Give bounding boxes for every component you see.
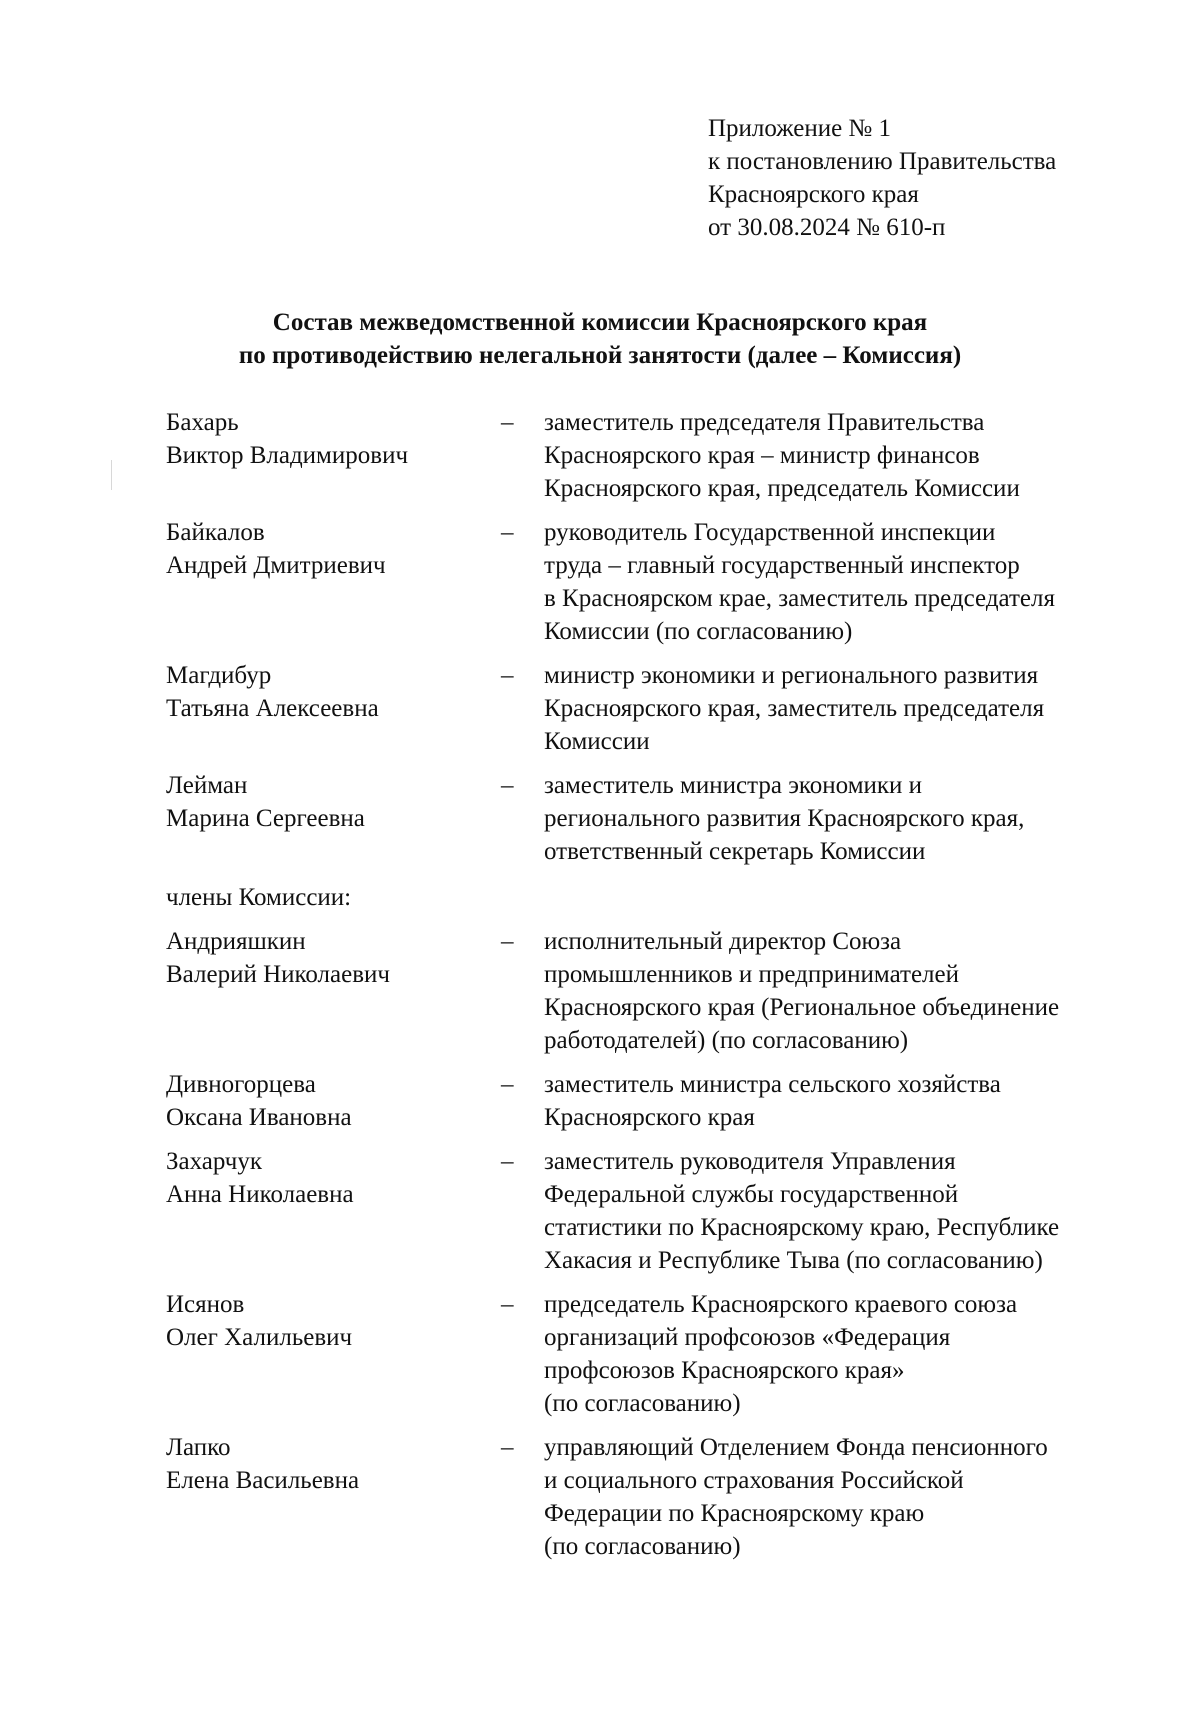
member-position	[544, 1145, 1146, 1277]
member-given-name: Андрей Дмитриевич	[166, 552, 386, 579]
member-position	[544, 516, 1146, 648]
member-entry	[166, 1431, 1146, 1563]
member-surname: Байкалов	[166, 519, 265, 546]
member-given-name: Елена Васильевна	[166, 1467, 360, 1494]
position-line: руководитель Государственной инспекции	[544, 519, 996, 546]
member-entry	[166, 516, 1146, 648]
scan-margin-mark	[111, 460, 112, 490]
position-line: Красноярского края – министр финансов	[544, 442, 980, 469]
position-line: в Красноярском крае, заместитель председателя	[544, 585, 1055, 612]
position-line: Красноярского края, председатель Комиссии	[544, 475, 1020, 502]
position-line: Красноярского края (Региональное объединение	[544, 994, 1060, 1021]
member-name	[166, 925, 501, 1057]
member-surname: Магдибур	[166, 662, 272, 689]
member-entry	[166, 1068, 1146, 1134]
member-name	[166, 769, 501, 868]
member-surname: Бахарь	[166, 409, 239, 436]
member-position	[544, 406, 1146, 505]
member-given-name: Виктор Владимирович	[166, 442, 409, 469]
member-position	[544, 769, 1146, 868]
member-position	[544, 659, 1146, 758]
member-given-name: Татьяна Алексеевна	[166, 695, 379, 722]
position-line: промышленников и предпринимателей	[544, 961, 959, 988]
member-entry	[166, 1145, 1146, 1277]
annex-line: к постановлению Правительства	[708, 148, 1057, 175]
member-position	[544, 925, 1146, 1057]
member-entry	[166, 659, 1146, 758]
member-name	[166, 1145, 501, 1277]
position-line: заместитель министра сельского хозяйства	[544, 1071, 1001, 1098]
position-line: заместитель министра экономики и	[544, 772, 923, 799]
member-surname: Дивногорцева	[166, 1071, 316, 1098]
member-position	[544, 1288, 1146, 1420]
position-line: председатель Красноярского краевого союза	[544, 1291, 1018, 1318]
position-line: Красноярского края, заместитель председателя	[544, 695, 1045, 722]
position-line: работодателей) (по согласованию)	[544, 1027, 909, 1054]
document-title	[0, 306, 1200, 372]
member-surname: Лапко	[166, 1434, 231, 1461]
member-given-name: Валерий Николаевич	[166, 961, 390, 988]
member-given-name: Оксана Ивановна	[166, 1104, 352, 1131]
members-list	[166, 406, 1146, 1563]
member-surname: Исянов	[166, 1291, 245, 1318]
position-line: организаций профсоюзов «Федерация	[544, 1324, 951, 1351]
annex-line: Красноярского края	[708, 181, 919, 208]
position-line: и социального страхования Российской	[544, 1467, 964, 1494]
position-line: Федерации по Красноярскому краю	[544, 1500, 925, 1527]
dash-separator: –	[501, 1148, 514, 1175]
dash-separator: –	[501, 772, 514, 799]
position-line: труда – главный государственный инспектор	[544, 552, 1020, 579]
member-given-name: Олег Халильевич	[166, 1324, 353, 1351]
annex-block	[708, 112, 1056, 244]
member-entry	[166, 925, 1146, 1057]
position-line: заместитель председателя Правительства	[544, 409, 985, 436]
member-entry	[166, 769, 1146, 868]
member-surname: Андрияшкин	[166, 928, 306, 955]
dash-separator: –	[501, 409, 514, 436]
position-line: исполнительный директор Союза	[544, 928, 902, 955]
position-line: управляющий Отделением Фонда пенсионного	[544, 1434, 1048, 1461]
position-line: Комиссии	[544, 728, 650, 755]
member-entry	[166, 1288, 1146, 1420]
position-line: заместитель руководителя Управления	[544, 1148, 956, 1175]
position-line: (по согласованию)	[544, 1390, 741, 1417]
position-line: министр экономики и регионального развития	[544, 662, 1039, 689]
dash-separator: –	[501, 1071, 514, 1098]
annex-line: Приложение № 1	[708, 115, 892, 142]
position-line: статистики по Красноярскому краю, Республике	[544, 1214, 1060, 1241]
position-line: Комиссии (по согласованию)	[544, 618, 853, 645]
title-line: по противодействию нелегальной занятости (далее – Комиссия)	[238, 342, 962, 369]
member-surname: Лейман	[166, 772, 248, 799]
member-position	[544, 1431, 1146, 1563]
member-name	[166, 1431, 501, 1563]
member-name	[166, 1068, 501, 1134]
position-line: регионального развития Красноярского края,	[544, 805, 1025, 832]
annex-line: от 30.08.2024 № 610-п	[708, 214, 946, 241]
dash-separator: –	[501, 1291, 514, 1318]
dash-separator: –	[501, 519, 514, 546]
member-given-name: Марина Сергеевна	[166, 805, 365, 832]
member-given-name: Анна Николаевна	[166, 1181, 354, 1208]
members-header: члены Комиссии:	[166, 884, 352, 911]
position-line: профсоюзов Красноярского края»	[544, 1357, 905, 1384]
dash-separator: –	[501, 1434, 514, 1461]
member-name	[166, 1288, 501, 1420]
title-line: Состав межведомственной комиссии Красноярского края	[272, 309, 928, 336]
member-name	[166, 406, 501, 505]
dash-separator: –	[501, 662, 514, 689]
position-line: (по согласованию)	[544, 1533, 741, 1560]
member-entry	[166, 406, 1146, 505]
member-surname: Захарчук	[166, 1148, 262, 1175]
position-line: Хакасия и Республике Тыва (по согласованию)	[544, 1247, 1043, 1274]
position-line: Федеральной службы государственной	[544, 1181, 959, 1208]
member-name	[166, 659, 501, 758]
dash-separator: –	[501, 928, 514, 955]
member-name	[166, 516, 501, 648]
position-line: ответственный секретарь Комиссии	[544, 838, 926, 865]
member-position	[544, 1068, 1146, 1134]
position-line: Красноярского края	[544, 1104, 755, 1131]
